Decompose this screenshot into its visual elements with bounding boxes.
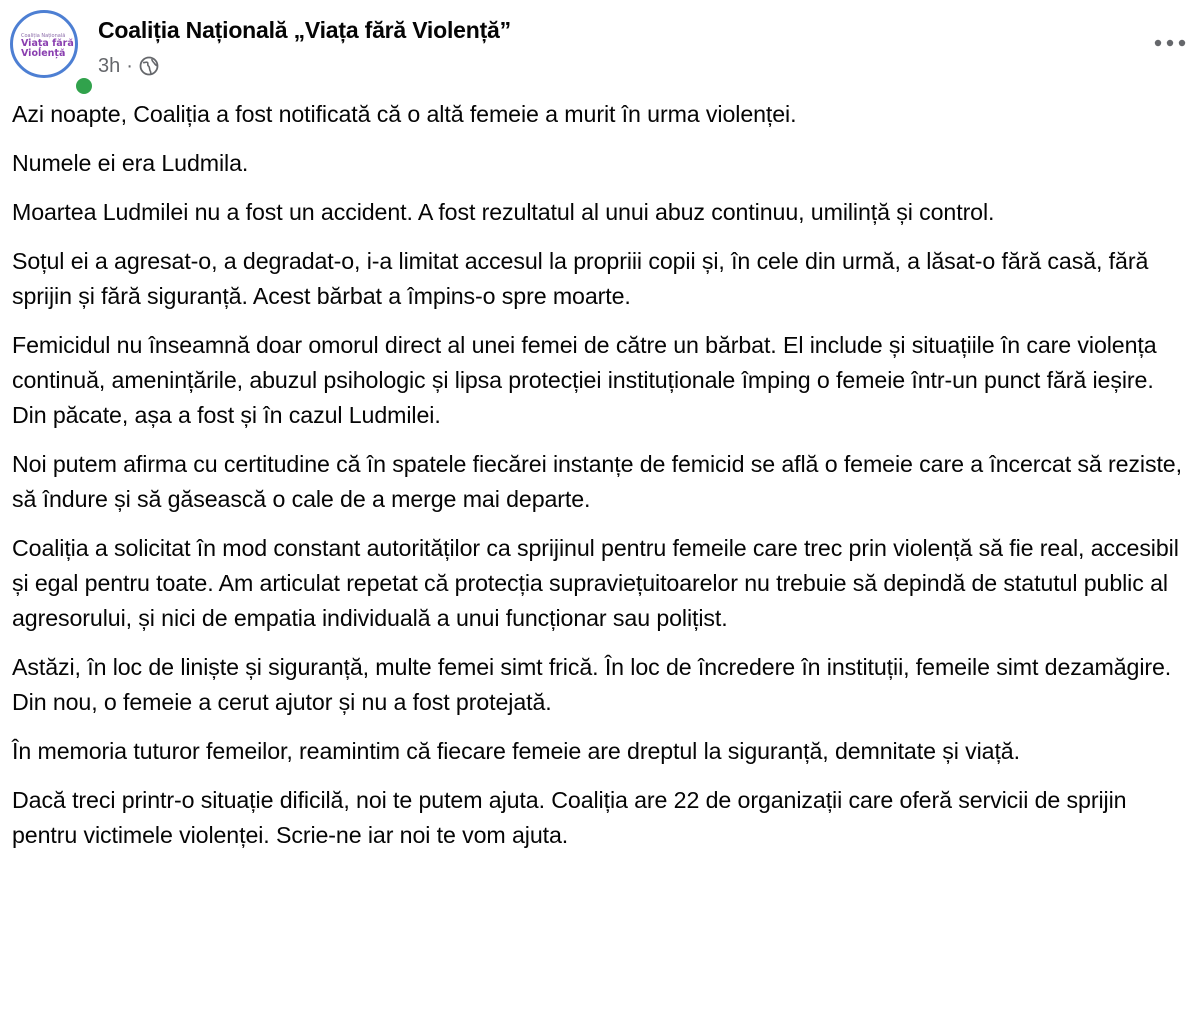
avatar-logo-small-text: Coaliția Națională	[21, 33, 66, 39]
post-paragraph: Numele ei era Ludmila.	[12, 150, 249, 176]
avatar-logo	[19, 21, 74, 67]
post-paragraph: Moartea Ludmilei nu a fost un accident. A fost rezultatul al unui abuz continuu, umilință și control.	[12, 199, 995, 225]
more-options-icon	[1154, 39, 1186, 47]
globe-icon[interactable]	[139, 56, 159, 76]
avatar-logo-line1: Viața fără	[21, 38, 74, 49]
post-paragraph: Soțul ei a agresat-o, a degradat-o, i-a limitat accesul la propriii copii și, în cele din urmă, a lăsat-o fără casă, fără sprijin și fără siguranță. Acest bărbat a împins-o spre moarte.	[12, 248, 1149, 309]
post-header	[0, 0, 1204, 96]
post-timestamp[interactable]: 3h	[98, 54, 121, 77]
page-avatar[interactable]	[10, 10, 78, 78]
post-paragraph: Azi noapte, Coaliția a fost notificată că o altă femeie a murit în urma violenței.	[12, 101, 797, 127]
post-text	[12, 97, 1192, 867]
post-paragraph: Dacă treci printr-o situație dificilă, noi te putem ajuta. Coaliția are 22 de organizații care oferă servicii de sprijin pentru victimele violenței. Scrie-ne iar noi te vom ajuta.	[12, 787, 1127, 848]
post-paragraph: În memoria tuturor femeilor, reamintim că fiecare femeie are dreptul la siguranță, demnitate și viață.	[12, 738, 1020, 764]
meta-separator: ·	[126, 54, 133, 77]
post-paragraph: Astăzi, în loc de liniște și siguranță, multe femei simt frică. În loc de încredere în instituții, femeile simt dezamăgire. Din nou, o femeie a cerut ajutor și nu a fost protejată.	[12, 654, 1172, 715]
page-name-link[interactable]: Coaliția Națională „Viața fără Violență”	[98, 17, 511, 43]
post-meta	[98, 53, 159, 79]
online-status-icon	[73, 75, 95, 97]
avatar-logo-line2: Violență	[21, 48, 66, 59]
post-paragraph: Noi putem afirma cu certitudine că în spatele fiecărei instanțe de femicid se află o femeie care a încercat să reziste, să îndure și să găsească o cale de a merge mai departe.	[12, 451, 1182, 512]
post-paragraph: Femicidul nu înseamnă doar omorul direct al unei femei de către un bărbat. El include și situațiile în care violența continuă, amenințările, abuzul psihologic și lipsa protecției instituționale împing o femeie într-un punct fără ieșire. Din păcate, așa a fost și în cazul Ludmilei.	[12, 332, 1157, 428]
post-paragraph: Coaliția a solicitat în mod constant autorităților ca sprijinul pentru femeile care trec prin violență să fie real, accesibil și egal pentru toate. Am articulat repetat că protecția supraviețuitoarelor nu trebuie să depindă de statutul public al agresorului, și nici de empatia individuală a unui funcționar sau polițist.	[12, 535, 1179, 631]
more-options-button[interactable]	[1150, 28, 1190, 58]
